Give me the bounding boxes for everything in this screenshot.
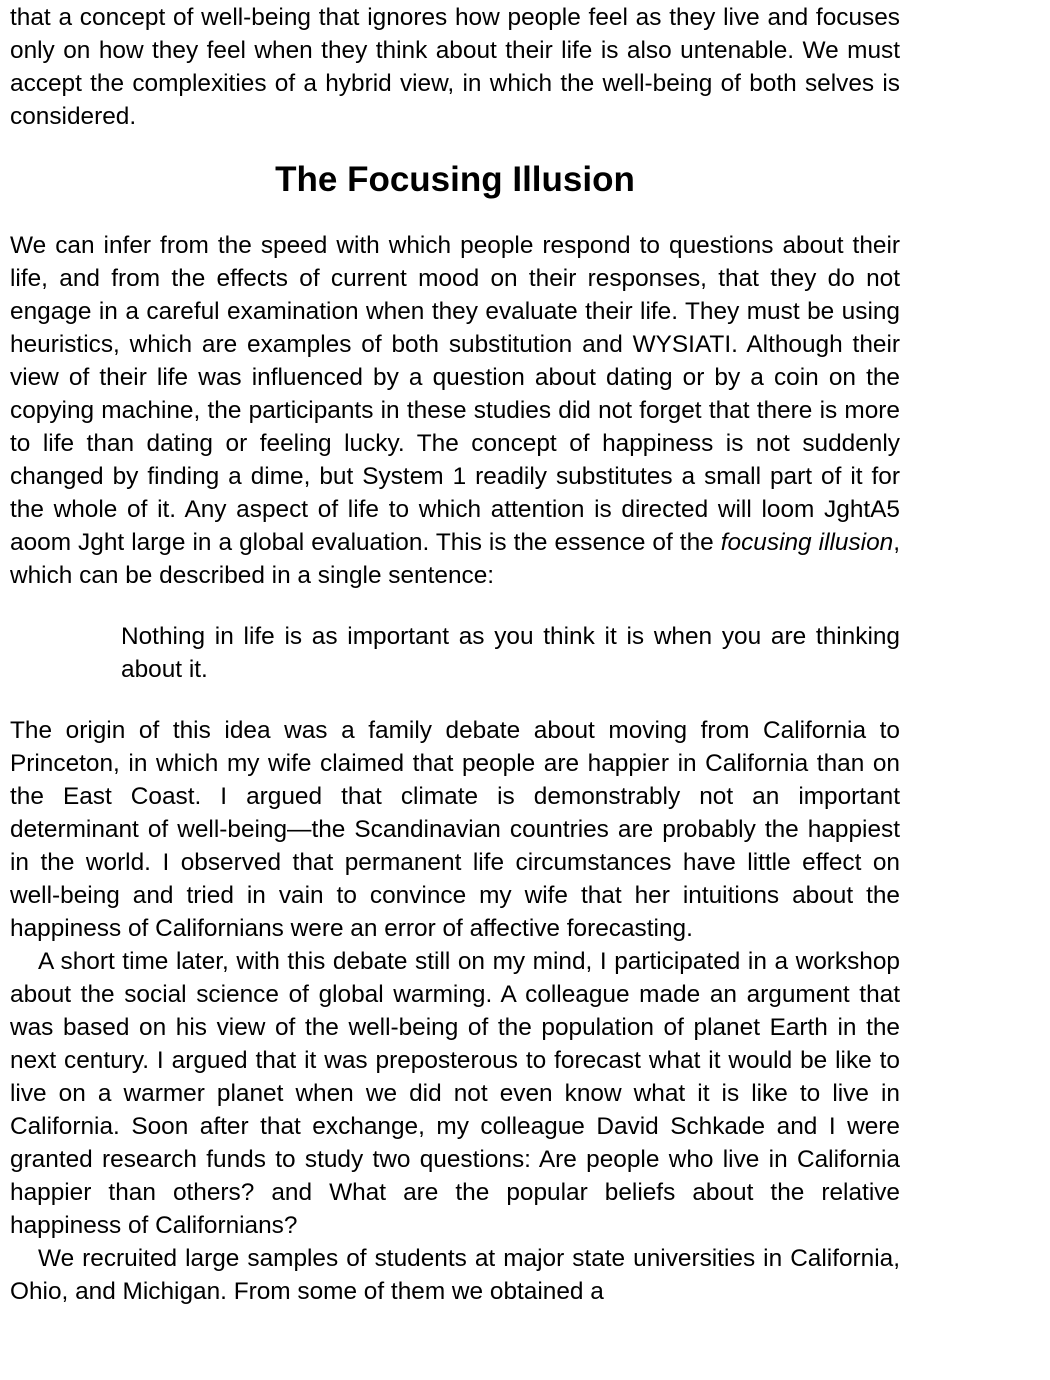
intro-paragraph: that a concept of well-being that ignores how people feel as they live and focuses only on how they feel when they think about their life is also untenable. We must accept the complexities of a hybrid view, in which the well-being of both selves is considered. [10, 4, 900, 130]
paragraph-1-text-start: We can infer from the speed with which people respond to questions about their life, and from the effects of current mood on their responses, that they do not engage in a careful examination when they evaluate their life. They must be using heuristics, which are examples of both substitution and WYSIATI. Although their view of their life was influenced by a question about dating or by a coin on the copying machine, the participants in these studies did not forget that there is more to life than dating or feeling lucky. The concept of happiness is not suddenly changed by finding a dime, but System 1 readily substitutes a small part of it for the whole of it. Any aspect of life to which attention is directed will loom JghtA5 aoom Jght large in a global evaluation. This is the essence of the [10, 232, 900, 556]
italic-term: focusing illusion [720, 529, 894, 556]
book-page [10, 0, 900, 1308]
paragraph-1-text-end: , which can be described in a single sentence: [10, 529, 900, 589]
paragraph-origin: The origin of this idea was a family debate about moving from California to Princeton, in which my wife claimed that people are happier in California than on the East Coast. I argued that climate is demonstrably not an important determinant of well-being—the Scandinavian countries are probably the happiest in the world. I observed that permanent life circumstances have little effect on well-being and tried in vain to convince my wife that her intuitions about the happiness of Californians were an error of affective forecasting. [10, 717, 900, 942]
section-heading: The Focusing Illusion [275, 160, 635, 199]
paragraph-focusing-illusion [10, 229, 900, 592]
block-quote: Nothing in life is as important as you think it is when you are thinking about it. [121, 623, 900, 683]
paragraph-recruitment: We recruited large samples of students at major state universities in California, Ohio, and Michigan. From some of them we obtained a [10, 1245, 900, 1305]
paragraph-workshop: A short time later, with this debate still on my mind, I participated in a workshop about the social science of global warming. A colleague made an argument that was based on his view of the well-being of the population of planet Earth in the next century. I argued that it was preposterous to forecast what it would be like to live on a warmer planet when we did not even know what it is like to live in California. Soon after that exchange, my colleague David Schkade and I were granted research funds to study two questions: Are people who live in California happier than others? and What are the popular beliefs about the relative happiness of Californians? [10, 948, 900, 1239]
